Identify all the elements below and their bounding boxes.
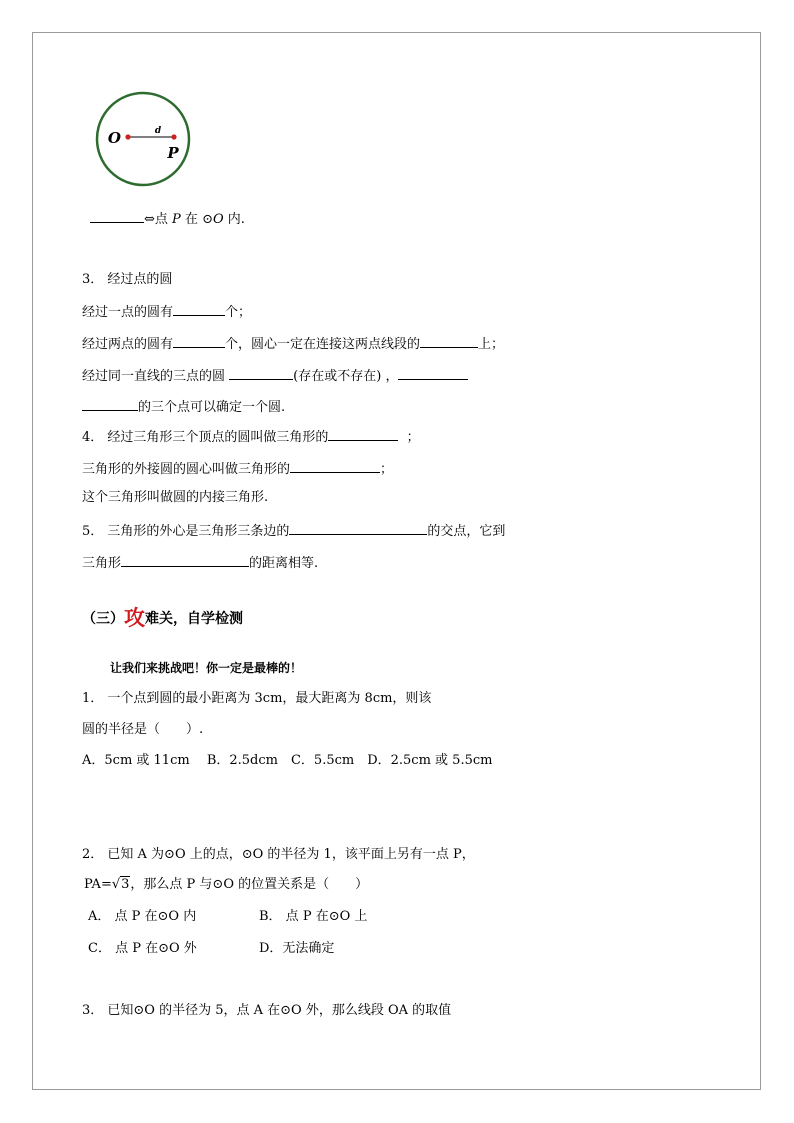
blank: [328, 427, 398, 441]
section4-line1: [82, 427, 420, 446]
blank: [90, 209, 144, 223]
section3-line1: [82, 302, 251, 321]
iff-symbol: ⇔: [144, 212, 155, 227]
text: ；: [380, 462, 394, 477]
label-o: O: [107, 129, 121, 147]
section5-line2: [82, 553, 318, 572]
blank: [398, 366, 468, 380]
text: 三角形的外接圆的圆心叫做三角形的: [82, 462, 291, 477]
point-p: [171, 134, 176, 139]
point-p-label: P: [172, 212, 181, 227]
text: ，那么点 P 与⊙O 的位置关系是（ ）: [130, 877, 369, 892]
q1-line2: 圆的半径是（ ）.: [82, 722, 204, 737]
text: 在: [180, 212, 203, 227]
q3-line1: 3． 已知⊙O 的半径为 5，点 A 在⊙O 外，那么线段 OA 的取值: [82, 1003, 452, 1018]
section3-heading: 3． 经过点的圆: [82, 272, 173, 287]
text: 的距离相等.: [249, 556, 319, 571]
text: 个，圆心一定在连接这两点线段的: [225, 337, 421, 352]
blank: [173, 302, 225, 316]
q2-option-b: B． 点 P 在⊙O 上: [259, 909, 368, 924]
text: 的交点，它到: [427, 524, 506, 539]
blank: [173, 334, 225, 348]
text: PA=: [84, 877, 112, 892]
q1-options: A．5cm 或 11cm B．2.5dcm C．5.5cm D．2.5cm 或 5.5cm: [82, 753, 493, 768]
section4-line3: 这个三角形叫做圆的内接三角形.: [82, 490, 269, 505]
part3-heading: [82, 605, 243, 630]
blank: [420, 334, 478, 348]
blank: [290, 459, 380, 473]
q1-line1: 1． 一个点到圆的最小距离为 3cm，最大距离为 8cm，则该: [82, 691, 432, 706]
blank: [229, 366, 293, 380]
part3-intro: 让我们来挑战吧！你一定是最棒的！: [110, 661, 303, 675]
section4-line2: [82, 459, 393, 478]
odot-symbol: ⊙: [202, 212, 213, 227]
circle-figure: [92, 88, 196, 192]
q2-line1: 2． 已知 A 为⊙O 上的点，⊙O 的半径为 1，该平面上另有一点 P，: [82, 847, 475, 862]
section5-line1: [82, 521, 505, 540]
part3-big-char: 攻: [124, 605, 145, 630]
part3-title: 难关，自学检测: [145, 611, 243, 627]
text: 经过同一直线的三点的圆: [82, 369, 226, 384]
text: 上；: [478, 337, 505, 352]
sqrt-value: 3: [121, 877, 130, 892]
q2-line2: [84, 877, 368, 893]
point-o: [125, 134, 130, 139]
text: 个；: [225, 305, 252, 320]
text: 三角形: [82, 556, 122, 571]
text: ，: [385, 369, 399, 384]
section3-line2: [82, 334, 504, 353]
q2-option-d: D．无法确定: [259, 941, 335, 956]
q2-option-a: A． 点 P 在⊙O 内: [88, 909, 197, 924]
blank: [289, 521, 427, 535]
text: 5． 三角形的外心是三角形三条边的: [82, 524, 290, 539]
text: 4． 经过三角形三个顶点的圆叫做三角形的: [82, 430, 329, 445]
text: 内.: [223, 212, 245, 227]
label-p: P: [167, 144, 179, 162]
blank: [82, 397, 138, 411]
sqrt-sign: √: [111, 877, 121, 892]
section3-line4: [82, 397, 285, 416]
label-d: d: [154, 126, 162, 136]
text: 的三个点可以确定一个圆.: [138, 400, 286, 415]
intro-line: [90, 209, 245, 228]
text: (存在或不存在): [293, 369, 382, 384]
text: ；: [406, 430, 420, 445]
text: 点: [154, 212, 173, 227]
part3-prefix: （三）: [82, 611, 124, 627]
text: 经过一点的圆有: [82, 305, 174, 320]
blank: [121, 553, 249, 567]
q2-option-c: C． 点 P 在⊙O 外: [88, 941, 197, 956]
center-o-label: O: [212, 212, 224, 227]
text: 经过两点的圆有: [82, 337, 174, 352]
section3-line3: [82, 366, 468, 385]
